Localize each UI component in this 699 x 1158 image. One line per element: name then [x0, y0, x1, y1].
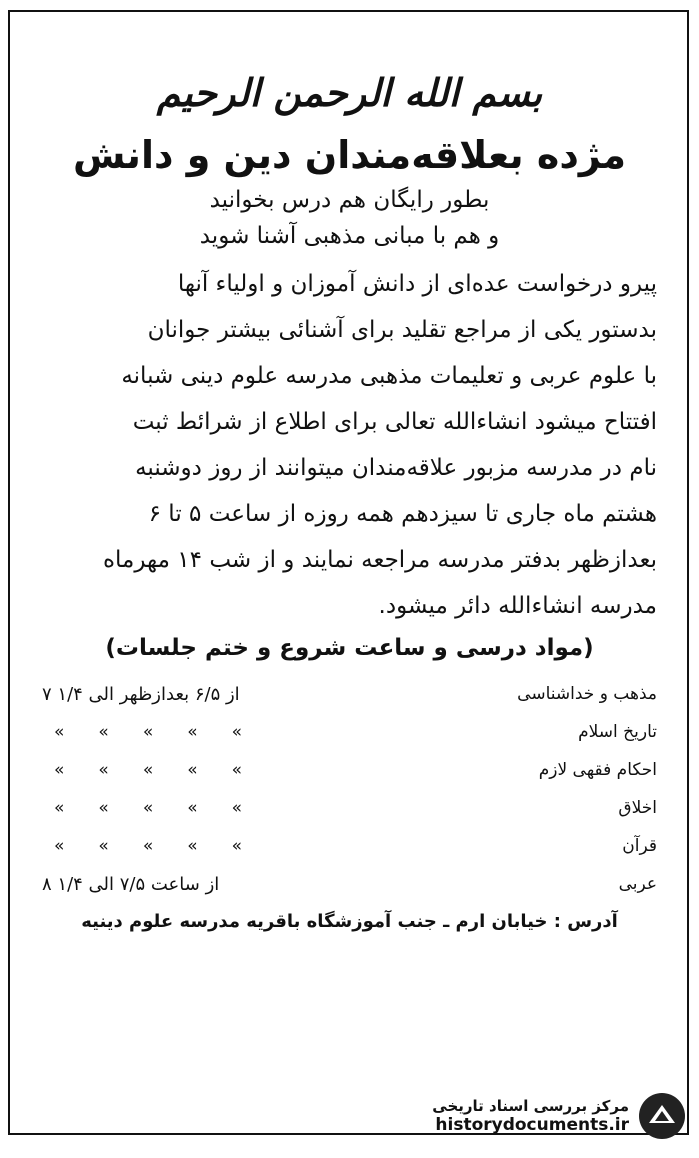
- watermark: [397, 1086, 687, 1146]
- subtitle-2: و هم با مبانی مذهبی آشنا شوید: [199, 223, 500, 249]
- body-line: افتتاح میشود انشاءالله تعالی برای اطلاع از شرائط ثبت: [132, 409, 657, 435]
- subject-name: تاریخ اسلام: [578, 722, 657, 742]
- schedule-row: [42, 789, 657, 827]
- subject-name: مذهب و خداشناسی: [517, 684, 657, 704]
- schedule-row: [42, 827, 657, 865]
- archive-logo-icon: [637, 1091, 687, 1141]
- body-line: بدستور یکی از مراجع تقلید برای آشنائی بیشتر جوانان: [147, 317, 657, 343]
- schedule-heading: (مواد درسی و ساعت شروع و ختم جلسات): [105, 635, 594, 661]
- subject-name: احکام فقهی لازم: [538, 760, 657, 780]
- schedule-row: [42, 675, 657, 713]
- schedule-table: [42, 675, 657, 903]
- session-time: از ۶/۵ بعدازظهر الی ۱/۴ ۷: [42, 683, 240, 705]
- page-title: مژده بعلاقه‌مندان دین و دانش: [72, 133, 627, 177]
- body-line: پیرو درخواست عده‌ای از دانش آموزان و اولیاء آنها: [177, 271, 657, 297]
- body-line: با علوم عربی و تعلیمات مذهبی مدرسه علوم دینی شبانه: [121, 363, 657, 389]
- ditto-marks: « « « « «: [54, 836, 243, 856]
- watermark-name: مرکز بررسی اسناد تاریخی: [432, 1097, 629, 1115]
- watermark-site: historydocuments.ir: [435, 1115, 629, 1135]
- announcement-body: [42, 261, 657, 629]
- subject-name: اخلاق: [618, 798, 657, 818]
- session-time: از ساعت ۷/۵ الی ۱/۴ ۸: [42, 873, 220, 895]
- subtitle-1: بطور رایگان هم درس بخوانید: [209, 187, 490, 213]
- document: [24, 60, 675, 932]
- ditto-marks: « « « « «: [54, 760, 243, 780]
- address: آدرس : خیابان ارم ـ جنب آموزشگاه باقریه مدرسه علوم دینیه: [81, 911, 618, 932]
- schedule-row: [42, 865, 657, 903]
- body-line: مدرسه انشاءالله دائر میشود.: [378, 593, 657, 619]
- basmala: بسم الله الرحمن الرحیم: [156, 70, 543, 115]
- subject-name: عربی: [618, 874, 657, 894]
- ditto-marks: « « « « «: [54, 798, 243, 818]
- ditto-marks: « « « « «: [54, 722, 243, 742]
- schedule-row: [42, 713, 657, 751]
- body-line: هشتم ماه جاری تا سیزدهم همه روزه از ساعت ۵ تا ۶: [148, 501, 657, 527]
- schedule-row: [42, 751, 657, 789]
- subject-name: قرآن: [622, 836, 657, 856]
- body-line: بعدازظهر بدفتر مدرسه مراجعه نمایند و از شب ۱۴ مهرماه: [102, 547, 657, 573]
- body-line: نام در مدرسه مزبور علاقه‌مندان میتوانند از روز دوشنبه: [135, 455, 657, 481]
